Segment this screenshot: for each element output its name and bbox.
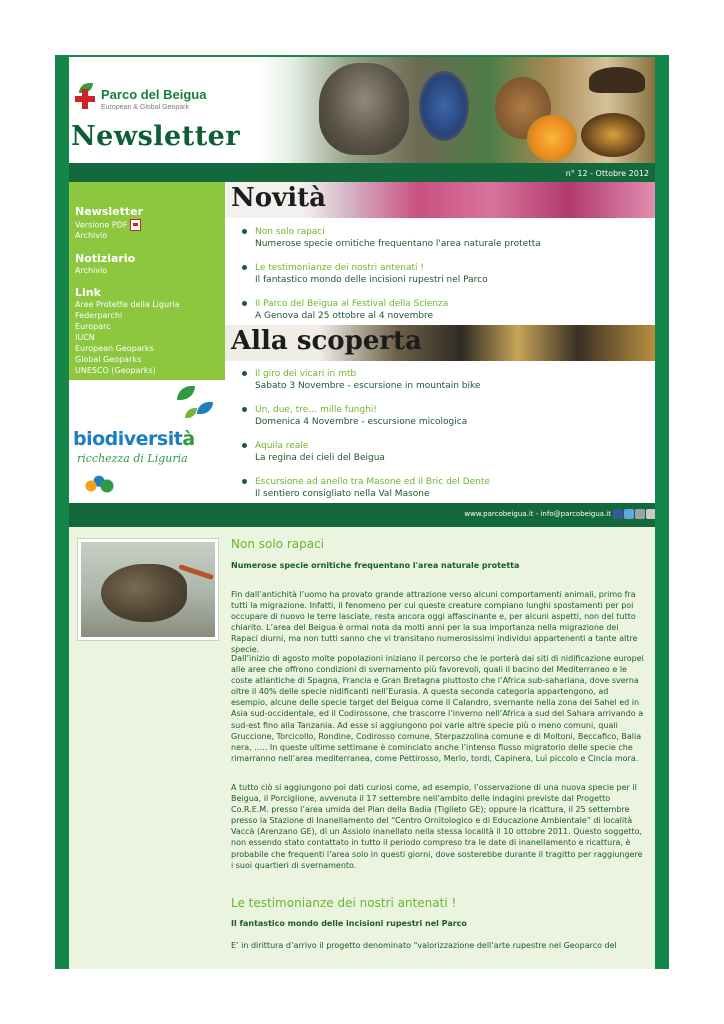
- twitter-icon[interactable]: [624, 509, 634, 519]
- sidebar-link-aree-protette[interactable]: Aree Protette della Liguria: [75, 300, 180, 309]
- news-link[interactable]: Il Parco del Beigua al Festival della Scienza: [255, 299, 449, 309]
- logo-subtitle: European & Global Geopark: [101, 104, 189, 111]
- novita-banner: [225, 182, 655, 218]
- list-item: [241, 226, 651, 250]
- biodiversita-title: biodiversità: [73, 428, 195, 450]
- sidebar-heading-link: Link: [75, 286, 101, 299]
- list-item: [241, 476, 651, 500]
- sidebar-link-pdf[interactable]: Versione PDF: [75, 219, 141, 231]
- news-description: A Genova dal 25 ottobre al 4 novembre: [255, 311, 434, 321]
- biodiversita-subtitle: ricchezza di Liguria: [77, 452, 188, 465]
- sidebar-link-global-geoparks[interactable]: Global Geoparks: [75, 355, 142, 364]
- article-area: [69, 527, 655, 969]
- news-description: Il sentiero consigliato nella Val Masone: [255, 489, 430, 499]
- raptor-photo: [589, 67, 645, 93]
- park-logo[interactable]: [75, 87, 225, 117]
- salamander-photo: [581, 113, 645, 157]
- novita-title: Novità: [231, 183, 326, 213]
- article-paragraph: Dall’inizio di agosto molte popolazioni iniziano il percorso che le porterà dai siti di nidificazione europei alle aree che offrono condizioni di svernamento più favorevoli, quali il bacino del Mediterraneo e le coste atlantiche di Spagna, Francia e Gran Bretagna piuttosto che l’Africa sub-sahariana, dove sverna oltre il 40% delle specie nidificanti nell’Eurasia. A questa seconda categoria appartengono, ad esempio, alcune delle specie target del Beigua come il Calandro, svernante nella zona del Sahel ed in Asia sud-occidentale, ed il Codirossone, che trascorre l’inverno nell’Africa a sud del Sahara arrivando a sud-est fino alla Tanzania. Ad esse si aggiungono poi varie altre specie più o meno comuni, quali Gruccione, Torcicollo, Rondine, Codirosso comune, Sterpazzolina comune e di Moltoni, Beccafico, Balia nera, ….. In queste ultime settimane è cominciato anche l’intenso flusso migratorio delle specie che rimarranno nell’area mediterranea, come Pettirosso, Merlo, tordi, Capinera, Luì piccolo e Cincia mora.: [231, 654, 644, 763]
- article-subtitle: Numerose specie ornitiche frequentano l'area naturale protetta: [231, 561, 520, 570]
- flower-icon: [79, 474, 119, 498]
- article-paragraph: Fin dall’antichità l’uomo ha provato grande attrazione verso alcuni comportamenti animali, primo fra tutti la migrazione. Infatti, il fenomeno per cui queste creature compiano lunghi spostamenti per poi occupare di nuovo le terre lasciate, resta ancora oggi affascinante e, per alcuni aspetti, non del tutto chiarito. L’area del Beigua è ormai nota da molti anni per la sua importanza nella migrazione dei Rapaci diurni, ma non tutti sanno che vi transitano numerosissimi individui appartenenti a tante altre specie.: [231, 590, 638, 655]
- sidebar: [69, 182, 225, 380]
- contact-bar: [69, 503, 655, 527]
- list-item: [241, 404, 651, 428]
- issue-info: n° 12 - Ottobre 2012: [565, 169, 649, 178]
- news-description: Sabato 3 Novembre - escursione in mountain bike: [255, 381, 481, 391]
- news-description: Numerose specie ornitiche frequentano l'area naturale protetta: [255, 239, 541, 249]
- lily-photo: [527, 115, 577, 161]
- sidebar-link-unesco[interactable]: UNESCO (Geoparks): [75, 366, 156, 375]
- newsletter-title: Newsletter: [71, 121, 241, 152]
- article-title: Non solo rapaci: [231, 537, 325, 551]
- list-item: [241, 368, 651, 392]
- leaf-icon: [185, 408, 197, 418]
- article-paragraph: E’ in dirittura d’arrivo il progetto denominato “valorizzazione dell’arte rupestre nel Geoparco del: [231, 941, 617, 950]
- news-link[interactable]: Non solo rapaci: [255, 227, 325, 237]
- scoperta-banner: [225, 325, 655, 361]
- youtube-icon[interactable]: [635, 509, 645, 519]
- article-paragraph: A tutto ciò si aggiungono poi dati curiosi come, ad esempio, l’osservazione di una nuova specie per il Beigua, il Porciglione, avvenuta il 17 settembre nell’ambito delle indagini previste dal Progetto Co.R.E.M. presso l’area umida del Pian della Badia (Tiglieto GE); oppure la ricattura, il 25 settembre presso la Stazione di Inanellamento del “Centro Ornitologico e di Educazione Ambientale” di località Vaccà (Arenzano GE), di un Assiolo inanellato nella stessa località il 10 ottobre 2011. Questo soggetto, non essendo stato contattato in tutto il periodo compreso tra le date di inanellamento e ricattura, è probabile che frequenti l’area solo in questi giorni, dove sosterebbe durante il tragitto per raggiungere i suoi quartieri di svernamento.: [231, 783, 643, 870]
- scoperta-list: [241, 368, 651, 512]
- header: [69, 57, 655, 167]
- contact-links[interactable]: www.parcobeigua.it - info@parcobeigua.it: [464, 510, 611, 518]
- sidebar-link-newsletter-archive[interactable]: Archivio: [75, 231, 108, 240]
- pdf-icon[interactable]: [130, 219, 141, 231]
- newsletter-content: [69, 57, 655, 969]
- leaf-icon: [177, 386, 195, 400]
- issue-bar: [69, 167, 655, 182]
- article-subtitle: Il fantastico mondo delle incisioni rupestri nel Parco: [231, 919, 467, 928]
- sidebar-link-federparchi[interactable]: Federparchi: [75, 311, 123, 320]
- sidebar-link-notiziario-archive[interactable]: Archivio: [75, 266, 108, 275]
- list-item: [241, 262, 651, 286]
- news-description: La regina dei cieli del Beigua: [255, 453, 385, 463]
- news-link[interactable]: Il giro dei vicari in mtb: [255, 369, 357, 379]
- sidebar-link-iucn[interactable]: IUCN: [75, 333, 95, 342]
- wolf-photo: [319, 63, 409, 155]
- news-description: Domenica 4 Novembre - escursione micologica: [255, 417, 468, 427]
- sidebar-heading-notiziario: Notiziario: [75, 252, 136, 265]
- article-title: Le testimonianze dei nostri antenati !: [231, 896, 457, 910]
- list-item: [241, 298, 651, 322]
- news-link[interactable]: Un, due, tre… mille funghi!: [255, 405, 377, 415]
- facebook-icon[interactable]: [613, 509, 623, 519]
- news-link[interactable]: Escursione ad anello tra Masone ed il Bric del Dente: [255, 477, 490, 487]
- sidebar-link-european-geoparks[interactable]: European Geoparks: [75, 344, 154, 353]
- news-link[interactable]: Le testimonianze dei nostri antenati !: [255, 263, 424, 273]
- logo-name: Parco del Beigua: [101, 87, 207, 102]
- sidebar-heading-newsletter: Newsletter: [75, 205, 144, 218]
- news-link[interactable]: Aquila reale: [255, 441, 309, 451]
- scoperta-title: Alla scoperta: [231, 326, 422, 356]
- leaf-icon: [197, 402, 213, 414]
- rss-icon[interactable]: [646, 509, 655, 519]
- water-rail-photo: [77, 538, 219, 641]
- biodiversita-banner[interactable]: [69, 380, 225, 501]
- bird-body: [101, 564, 187, 622]
- cross-icon: [75, 89, 95, 109]
- newsletter-frame: [55, 55, 669, 969]
- news-description: Il fantastico mondo delle incisioni rupestri nel Parco: [255, 275, 488, 285]
- sidebar-link-europarc[interactable]: Europarc: [75, 322, 111, 331]
- rock-thrush-photo: [419, 71, 469, 141]
- list-item: [241, 440, 651, 464]
- novita-list: [241, 226, 651, 334]
- header-wildlife-collage: [259, 57, 655, 163]
